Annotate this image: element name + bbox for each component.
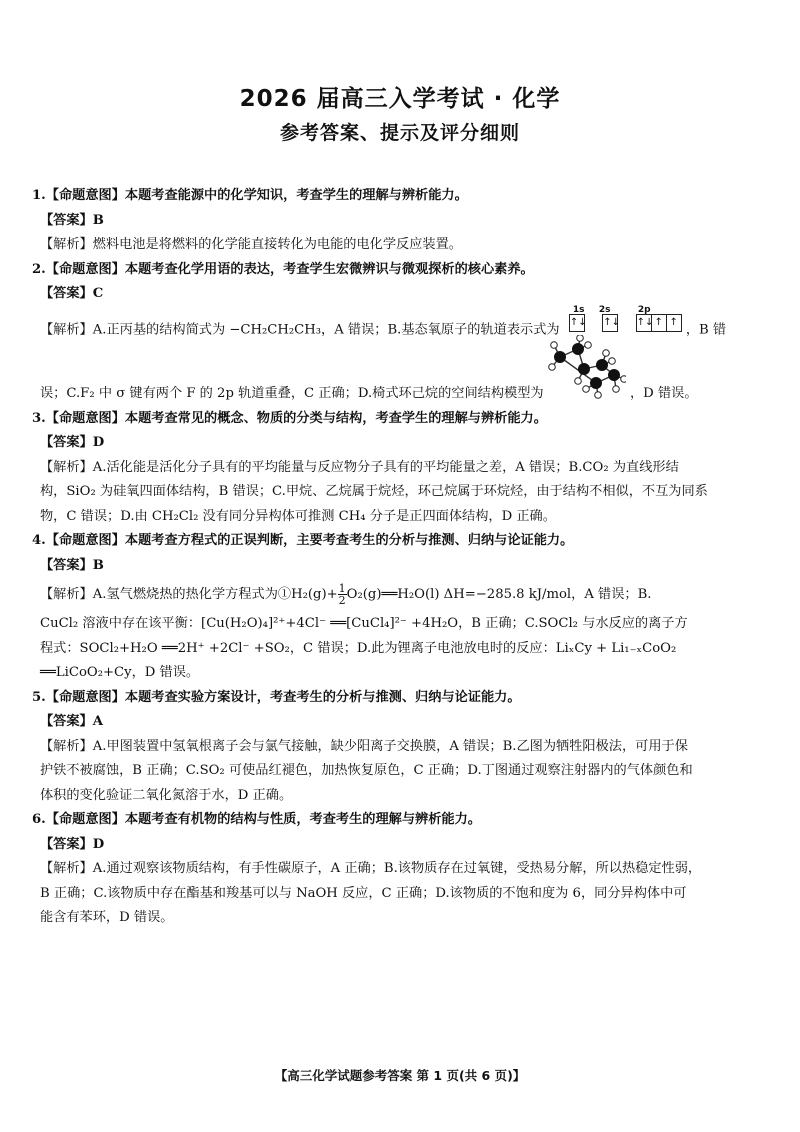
question-analysis-line: ══LiCoO₂+Cy，D 错误。 xyxy=(40,665,200,680)
orbital-box-1s: ↑↓ xyxy=(569,314,585,332)
question-2 xyxy=(32,258,772,407)
question-answer: 【答案】B xyxy=(40,557,104,573)
question-5 xyxy=(32,686,772,809)
question-intent: 3.【命题意图】本题考查常见的概念、物质的分类与结构，考查学生的理解与辨析能力。 xyxy=(32,410,547,426)
question-analysis-line: 体积的变化验证二氧化氮溶于水，D 正确。 xyxy=(40,787,293,803)
analysis-text: ，B 错 xyxy=(685,322,727,337)
question-answer: 【答案】A xyxy=(40,714,103,729)
question-analysis-line: 能含有苯环，D 错误。 xyxy=(40,910,174,925)
question-answer: 【答案】D xyxy=(40,435,105,450)
question-intent: 1.【命题意图】本题考查能源中的化学知识，考查学生的理解与辨析能力。 xyxy=(32,188,468,203)
question-4 xyxy=(32,529,772,686)
question-analysis-line xyxy=(32,304,772,345)
analysis-text: O₂(g)══H₂O(l) ΔH=−285.8 kJ/mol，A 错误；B. xyxy=(346,587,652,602)
question-answer: 【答案】B xyxy=(40,212,104,228)
orbital-box-2s: ↑↓ xyxy=(602,314,618,332)
question-intent: 4.【命题意图】本题考查方程式的正误判断，主要考查考生的分析与推测、归纳与论证能力。 xyxy=(32,533,574,548)
analysis-text: ，D 错误。 xyxy=(630,386,698,401)
question-analysis-line: 构，SiO₂ 为硅氧四面体结构，B 错误；C.甲烷、乙烷属于烷烃，环己烷属于环烷烃，由于结构不相似，不互为同系 xyxy=(40,484,708,499)
question-intent: 5.【命题意图】本题考查实验方案设计，考查考生的分析与推测、归纳与论证能力。 xyxy=(32,689,521,705)
answer-content xyxy=(32,184,772,931)
question-3 xyxy=(32,407,772,530)
question-analysis-line: 【解析】A.活化能是活化分子具有的平均能量与反应物分子具有的平均能量之差，A 错误；B.CO₂ 为直线形结 xyxy=(40,459,679,475)
chair-cyclohexane-model xyxy=(548,389,626,399)
page-subtitle: 参考答案、提示及评分细则 xyxy=(279,122,520,144)
question-6 xyxy=(32,808,772,931)
orbital-box-2p-1: ↑↓ xyxy=(636,314,652,332)
analysis-text: 【解析】A.正丙基的结构简式为 −CH₂CH₂CH₃，A 错误；B.基态氧原子的轨道表示式为 xyxy=(40,322,560,337)
question-analysis-line: 【解析】燃料电池是将燃料的化学能直接转化为电能的电化学反应装置。 xyxy=(40,237,462,252)
question-analysis-line: 护铁不被腐蚀，B 正确；C.SO₂ 可使品红褪色，加热恢复原色，C 正确；D.丁图通过观察注射器内的气体颜色和 xyxy=(40,763,693,778)
orbital-label-2p: 2p xyxy=(637,304,651,315)
orbital-box-2p-2: ↑ xyxy=(651,314,667,332)
question-analysis-line: 【解析】A.甲图装置中氢氧根离子会与氯气接触，缺少阳离子交换膜，A 错误；B.乙图为牺牲阳极法，可用于保 xyxy=(40,738,688,754)
question-analysis-line: CuCl₂ 溶液中存在该平衡：[Cu(H₂O)₄]²⁺+4Cl⁻ ══[CuCl₄]²⁻ +4H₂O，B 正确；C.SOCl₂ 与水反应的离子方 xyxy=(40,616,688,631)
question-analysis-line: 物，C 错误；D.由 CH₂Cl₂ 没有同分异构体可推测 CH₄ 分子是正四面体结构，D 正确。 xyxy=(40,508,556,524)
analysis-text: 【解析】A.氢气燃烧热的热化学方程式为①H₂(g)+ xyxy=(40,587,338,602)
question-1 xyxy=(32,184,772,258)
fraction-one-half: $\frac{1}{2}$ xyxy=(338,582,346,607)
question-analysis-line: B 正确；C.该物质中存在酯基和羧基可以与 NaOH 反应，C 正确；D.该物质的不饱和度为 6，同分异构体中可 xyxy=(40,885,687,901)
question-analysis-line xyxy=(32,345,772,407)
question-analysis-line xyxy=(32,578,772,612)
question-answer: 【答案】D xyxy=(40,836,105,852)
question-answer: 【答案】C xyxy=(40,286,104,301)
orbital-label-1s: 1s xyxy=(572,304,585,315)
question-intent: 6.【命题意图】本题考查有机物的结构与性质，考查考生的理解与辨析能力。 xyxy=(32,812,481,827)
orbital-box-2p-3: ↑ xyxy=(666,314,682,332)
page-title: 2026 届高三入学考试 · 化学 xyxy=(239,86,561,112)
orbital-label-2s: 2s xyxy=(598,304,611,315)
question-analysis-line: 【解析】A.通过观察该物质结构，有手性碳原子，A 正确；B.该物质存在过氧键，受热易分解，所以热稳定性弱， xyxy=(40,861,702,876)
analysis-text: 误；C.F₂ 中 σ 键有两个 F 的 2p 轨道重叠，C 正确；D.椅式环己烷的空间结构模型为 xyxy=(40,386,544,401)
question-intent: 2.【命题意图】本题考查化学用语的表达，考查学生宏微辨识与微观探析的核心素养。 xyxy=(32,261,534,277)
question-analysis-line: 程式：SOCl₂+H₂O ══2H⁺ +2Cl⁻ +SO₂，C 错误；D.此为锂离子电池放电时的反应：LiₓCy + Li₁₋ₓCoO₂ xyxy=(40,640,677,656)
page-footer: 【高三化学试题参考答案 第 1 页(共 6 页)】 xyxy=(274,1068,526,1083)
